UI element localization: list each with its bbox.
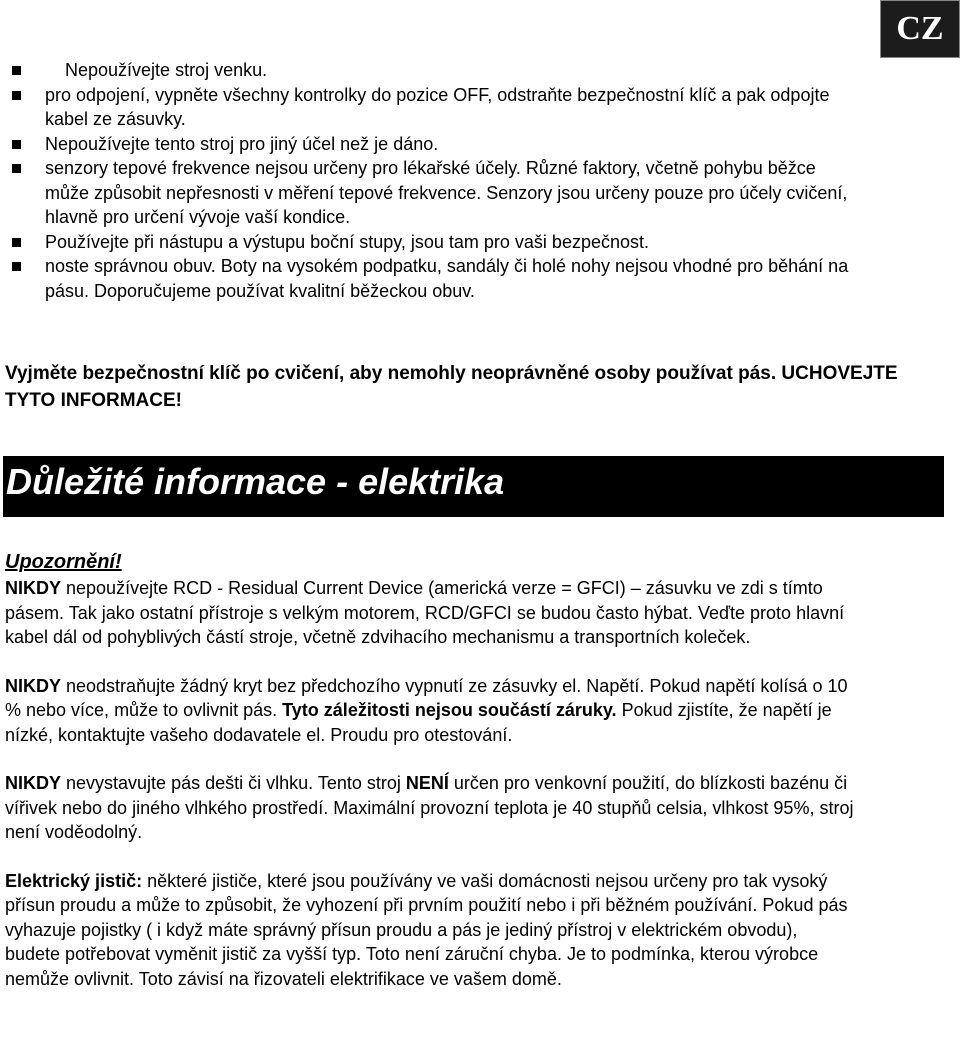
bullet-item xyxy=(12,254,862,303)
bullet-item xyxy=(12,230,862,255)
paragraph-text: nevystavujte pás dešti či vlhku. Tento stroj xyxy=(61,773,406,793)
bullet-text: noste správnou obuv. Boty na vysokém podpatku, sandály či holé nohy nejsou vhodné pro běhání na pásu. Doporučujeme používat kvalitní běžeckou obuv. xyxy=(45,256,849,301)
paragraph-rcd xyxy=(5,576,855,650)
bullet-text: senzory tepové frekvence nejsou určeny pro lékařské účely. Různé faktory, včetně pohybu běžce může způsobit nepřesnosti v měření tepové frekvence. Senzory jsou určeny pouze pro účely cvičení, hlavně pro určení vývoje vaší kondice. xyxy=(45,158,848,227)
paragraph-text: Pokud zjistíte, že napětí je nízké, kontaktujte vašeho dodavatele el. Proudu pro otestování. xyxy=(5,700,832,745)
bullet-text: Používejte při nástupu a výstupu boční stupy, jsou tam pro vaši bezpečnost. xyxy=(45,231,650,252)
bullet-text: Nepoužívejte stroj venku. xyxy=(65,60,268,80)
emphasis: NIKDY xyxy=(5,675,62,696)
emphasis: NENÍ xyxy=(405,773,449,793)
bullet-text: pro odpojení, vypněte všechny kontrolky do pozice OFF, odstraňte bezpečnostní klíč a pak odpojte kabel ze zásuvky. xyxy=(45,84,830,129)
emphasis: NIKDY xyxy=(5,773,62,793)
square-bullet-icon xyxy=(12,140,21,149)
section-title: Důležité informace - elektrika xyxy=(6,461,505,502)
bullet-item xyxy=(12,132,862,157)
electrical-info-content xyxy=(5,548,855,991)
square-bullet-icon xyxy=(12,262,21,271)
bullet-text: Nepoužívejte tento stroj pro jiný účel než je dáno. xyxy=(45,133,439,154)
paragraph-voltage xyxy=(5,674,855,748)
square-bullet-icon xyxy=(12,91,21,100)
square-bullet-icon xyxy=(12,238,21,247)
section-banner xyxy=(3,456,944,517)
emphasis: Tyto záležitosti nejsou součástí záruky. xyxy=(282,700,617,720)
paragraph-text: neodstraňujte žádný kryt bez předchozího vypnutí ze zásuvky el. Napětí. Pokud napětí kolísá o 10 % nebo více, může to ovlivnit pás. xyxy=(5,675,848,720)
square-bullet-icon xyxy=(12,164,21,173)
language-badge: CZ xyxy=(880,0,960,58)
emphasis: NIKDY xyxy=(5,578,62,598)
caution-heading: Upozornění! xyxy=(5,551,122,573)
bullet-item xyxy=(12,83,862,132)
paragraph-text: nepoužívejte RCD - Residual Current Device (americká verze = GFCI) – zásuvku ve zdi s tímto pásem. Tak jako ostatní přístroje s velkým motorem, RCD/GFCI se budou často hýbat. Veďte proto hlavní kabel dál od pohyblivých částí stroje, včetně zdvihacího mechanismu a transportních koleček. xyxy=(5,578,845,647)
paragraph-text: určen pro venkovní použití, do blízkosti bazénu či vířivek nebo do jiného vlhkého prostředí. Maximální provozní teplota je 40 stupňů celsia, vlhkost 95%, stroj není voděodolný. xyxy=(5,773,854,842)
safety-bullet-list xyxy=(12,58,862,303)
bullet-item xyxy=(12,58,862,83)
square-bullet-icon xyxy=(12,66,21,75)
paragraph-moisture xyxy=(5,771,855,845)
safety-key-note: Vyjměte bezpečnostní klíč po cvičení, aby nemohly neoprávněné osoby používat pás. UCHOVEJTE TYTO INFORMACE! xyxy=(5,363,898,411)
emphasis: Elektrický jistič: xyxy=(5,870,143,891)
paragraph-breaker xyxy=(5,869,855,992)
bullet-item xyxy=(12,156,862,230)
paragraph-text: některé jističe, které jsou používány ve vaši domácnosti nejsou určeny pro tak vysoký přísun proudu a může to způsobit, že vyhození při prvním použití nebo i při běžném používání. Pokud pás vyhazuje pojistky ( i když máte správný přísun proudu a pás je jediný přístroj v elektrickém obvodu), budete potřebovat vyměnit jistič za vyšší typ. Toto není záruční chyba. Je to podmínka, kterou výrobce nemůže ovlivnit. Toto závisí na řizovateli elektrifikace ve vašem domě. xyxy=(5,870,848,989)
